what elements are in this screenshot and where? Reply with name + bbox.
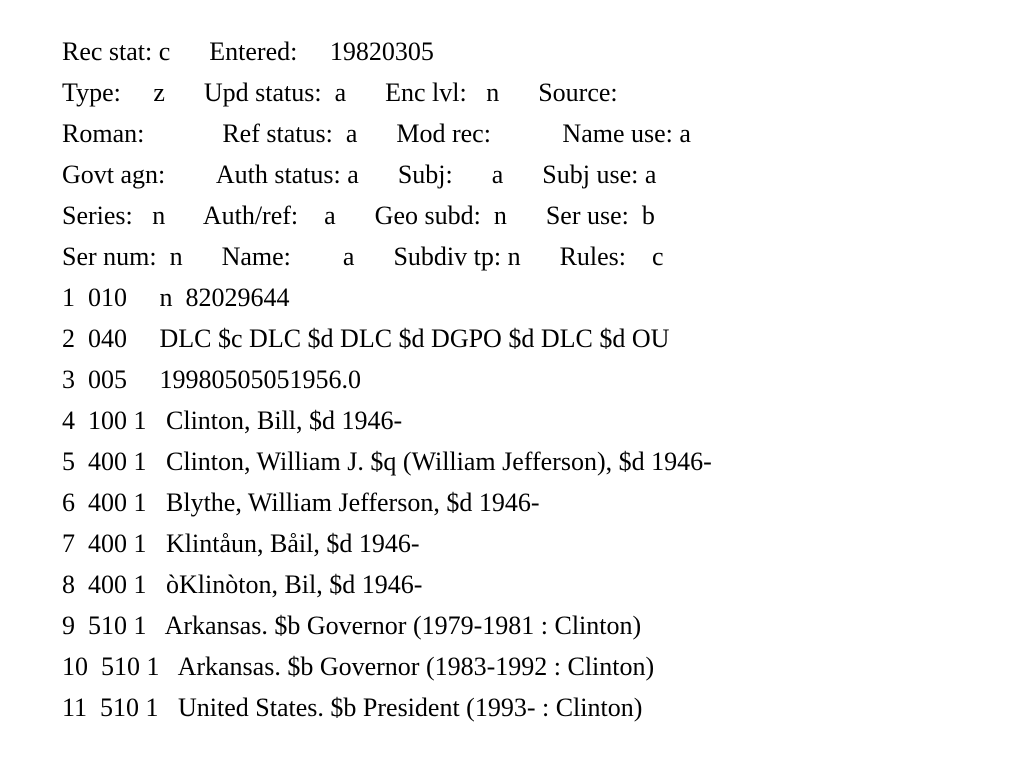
record-field-510-c: 11 510 1 United States. $b President (1993- : Clinton) (62, 693, 643, 722)
record-field-400-b: 6 400 1 Blythe, William Jefferson, $d 1946- (62, 488, 540, 517)
record-line-roman: Roman: Ref status: a Mod rec: Name use: a (62, 119, 691, 148)
record-field-005: 3 005 19980505051956.0 (62, 365, 361, 394)
record-field-010: 1 010 n 82029644 (62, 283, 290, 312)
record-field-100: 4 100 1 Clinton, Bill, $d 1946- (62, 406, 403, 435)
record-field-400-c: 7 400 1 Klintåun, Båil, $d 1946- (62, 529, 420, 558)
record-line-rec-stat: Rec stat: c Entered: 19820305 (62, 37, 434, 66)
record-field-400-a: 5 400 1 Clinton, William J. $q (William Jefferson), $d 1946- (62, 447, 712, 476)
record-line-series: Series: n Auth/ref: a Geo subd: n Ser use: b (62, 201, 655, 230)
record-line-type: Type: z Upd status: a Enc lvl: n Source: (62, 78, 618, 107)
record-field-510-b: 10 510 1 Arkansas. $b Governor (1983-1992 : Clinton) (62, 652, 655, 681)
record-line-govt-agn: Govt agn: Auth status: a Subj: a Subj use: a (62, 160, 657, 189)
record-field-510-a: 9 510 1 Arkansas. $b Governor (1979-1981 : Clinton) (62, 611, 642, 640)
record-line-ser-num: Ser num: n Name: a Subdiv tp: n Rules: c (62, 242, 664, 271)
record-field-400-d: 8 400 1 òKlinòton, Bil, $d 1946- (62, 570, 423, 599)
record-field-040: 2 040 DLC $c DLC $d DLC $d DGPO $d DLC $d OU (62, 324, 670, 353)
